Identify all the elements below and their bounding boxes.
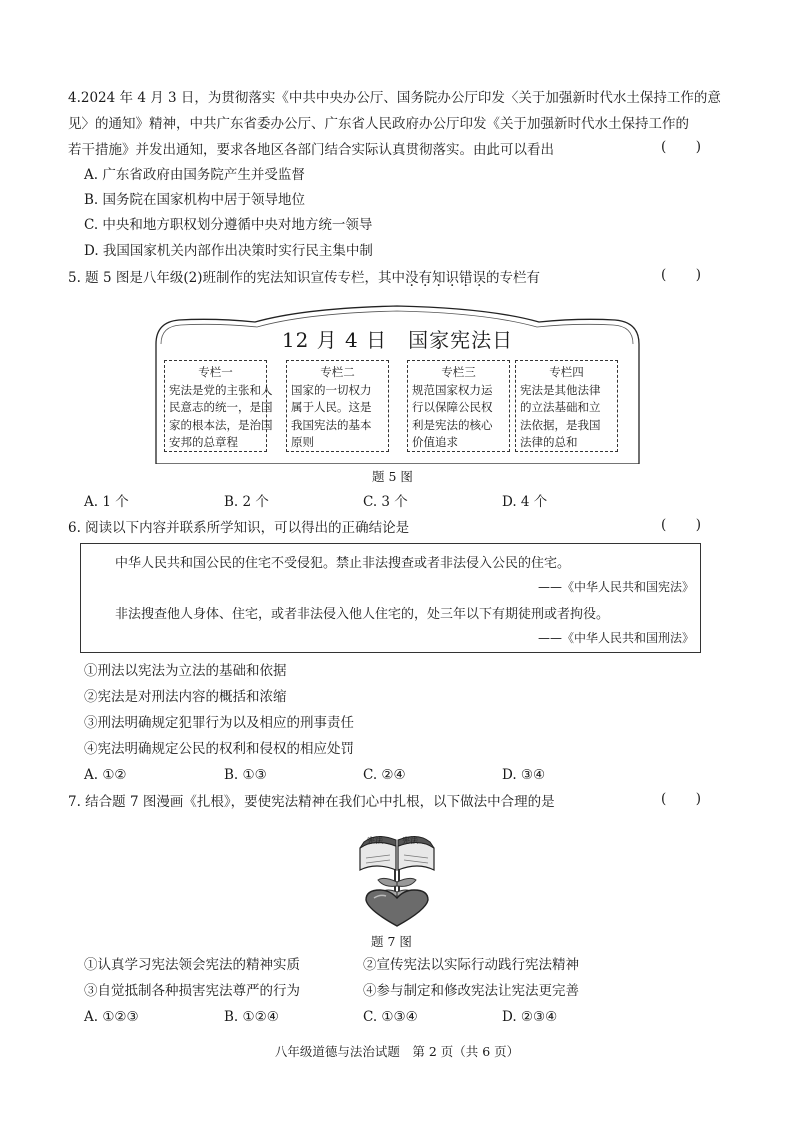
column-3 [407,360,510,452]
column-3-title: 专栏三 [441,365,476,379]
q4-stem-line3: 若干措施》并发出通知，要求各地区各部门结合实际认真贯彻落实。由此可以看出 [68,142,554,158]
q4-option-a[interactable]: A. 广东省政府由国务院产生并受监督 [84,167,305,183]
paren-open: ( [661,791,667,807]
column-1-title: 专栏一 [198,365,233,379]
q6-option-a[interactable]: A. ①② [84,767,127,783]
column-2-text: 国家的一切权力 属于人民。这是 我国宪法的基本 原则 [291,382,372,449]
column-2-title: 专栏二 [320,365,355,379]
q6-item-4: ④宪法明确规定公民的权利和侵权的相应处罚 [84,741,354,757]
q5-answer-paren[interactable] [661,267,701,283]
q7-option-a[interactable]: A. ①②③ [84,1009,139,1025]
q5-figure-board [155,304,640,464]
q5-option-d[interactable]: D. 4 个 [502,494,548,510]
q6-option-d[interactable]: D. ③④ [502,767,546,783]
paren-close: ) [695,791,701,807]
criminal-law-source: ——《中华人民共和国刑法》 [537,631,694,645]
q6-option-b[interactable]: B. ①③ [224,767,267,783]
q5-option-b[interactable]: B. 2 个 [224,494,269,510]
page-footer: 八年级道德与法治试题 第 2 页（共 6 页） [274,1044,520,1059]
q4-answer-paren[interactable] [661,139,701,155]
q5-stem [68,267,540,289]
q4-option-b[interactable]: B. 国务院在国家机构中居于领导地位 [84,192,306,208]
q4-stem-line1: 4.2024 年 4 月 3 日，为贯彻落实《中共中央办公厅、国务院办公厅印发〈关于加强新时代水土保持工作的意 [68,90,721,106]
q7-item-3: ③自觉抵制各种损害宪法尊严的行为 [84,983,300,999]
q6-item-2: ②宪法是对刑法内容的概括和浓缩 [84,689,287,705]
column-4 [515,360,618,452]
q5-option-a[interactable]: A. 1 个 [84,494,129,510]
q4-stem-line2: 见〉的通知》精神，中共广东省委办公厅、广东省人民政府办公厅印发《关于加强新时代水土保持工作的 [68,116,689,132]
q7-item-4: ④参与制定和修改宪法让宪法更完善 [363,983,579,999]
constitution-source: ——《中华人民共和国宪法》 [537,580,694,594]
paren-open: ( [661,267,667,283]
q6-stem: 6. 阅读以下内容并联系所学知识，可以得出的正确结论是 [68,520,410,536]
q7-answer-paren[interactable] [661,791,701,807]
q6-quote-box [80,543,701,653]
q6-item-1: ①刑法以宪法为立法的基础和依据 [84,663,287,679]
constitution-quote: 中华人民共和国公民的住宅不受侵犯。禁止非法搜查或者非法侵入公民的住宅。 [115,556,571,571]
paren-close: ) [695,139,701,155]
q5-stem-emphasis: 没有知识错误 [404,270,486,286]
q7-option-d[interactable]: D. ②③④ [502,1009,558,1025]
q5-stem-prefix: 5. 题 5 图是八年级(2)班制作的宪法知识宣传专栏，其中 [68,270,405,286]
q7-item-2: ②宣传宪法以实际行动践行宪法精神 [363,957,579,973]
q4-option-d[interactable]: D. 我国国家机关内部作出决策时实行民主集中制 [84,243,373,259]
book-label-left: 宪法 [367,836,383,845]
paren-close: ) [695,517,701,533]
column-4-text: 宪法是其他法律 的立法基础和立 法依据，是我国 法律的总和 [520,382,601,449]
paren-open: ( [661,517,667,533]
figure-title: 12 月 4 日 国家宪法日 [281,328,514,352]
paren-open: ( [661,139,667,155]
q6-item-3: ③刑法明确规定犯罪行为以及相应的刑事责任 [84,715,354,731]
paren-close: ) [695,267,701,283]
q7-item-1: ①认真学习宪法领会宪法的精神实质 [84,957,300,973]
column-3-text: 规范国家权力运 行以保障公民权 利是宪法的核心 价值追求 [412,382,493,449]
q7-option-c[interactable]: C. ①③④ [363,1009,418,1025]
q4-option-c[interactable]: C. 中央和地方职权划分遵循中央对地方统一领导 [84,217,373,233]
column-2 [286,360,389,452]
book-label-right: 宪法 [402,836,418,845]
q7-figure-caption: 题 7 图 [371,934,412,949]
q5-stem-suffix: 的专栏有 [485,270,540,286]
column-4-title: 专栏四 [549,365,584,379]
q7-option-b[interactable]: B. ①②④ [224,1009,279,1025]
column-1 [164,360,273,452]
q6-answer-paren[interactable] [661,517,701,533]
q5-option-c[interactable]: C. 3 个 [363,494,408,510]
q6-option-c[interactable]: C. ②④ [363,767,406,783]
column-1-text: 宪法是党的主张和人 民意志的统一，是国 家的根本法，是治国 安邦的总章程 [169,382,273,449]
q5-figure-caption: 题 5 图 [372,469,413,484]
criminal-law-quote: 非法搜查他人身体、住宅，或者非法侵入他人住宅的，处三年以下有期徒刑或者拘役。 [115,607,610,622]
q7-stem: 7. 结合题 7 图漫画《扎根》，要使宪法精神在我们心中扎根，以下做法中合理的是 [68,794,555,810]
